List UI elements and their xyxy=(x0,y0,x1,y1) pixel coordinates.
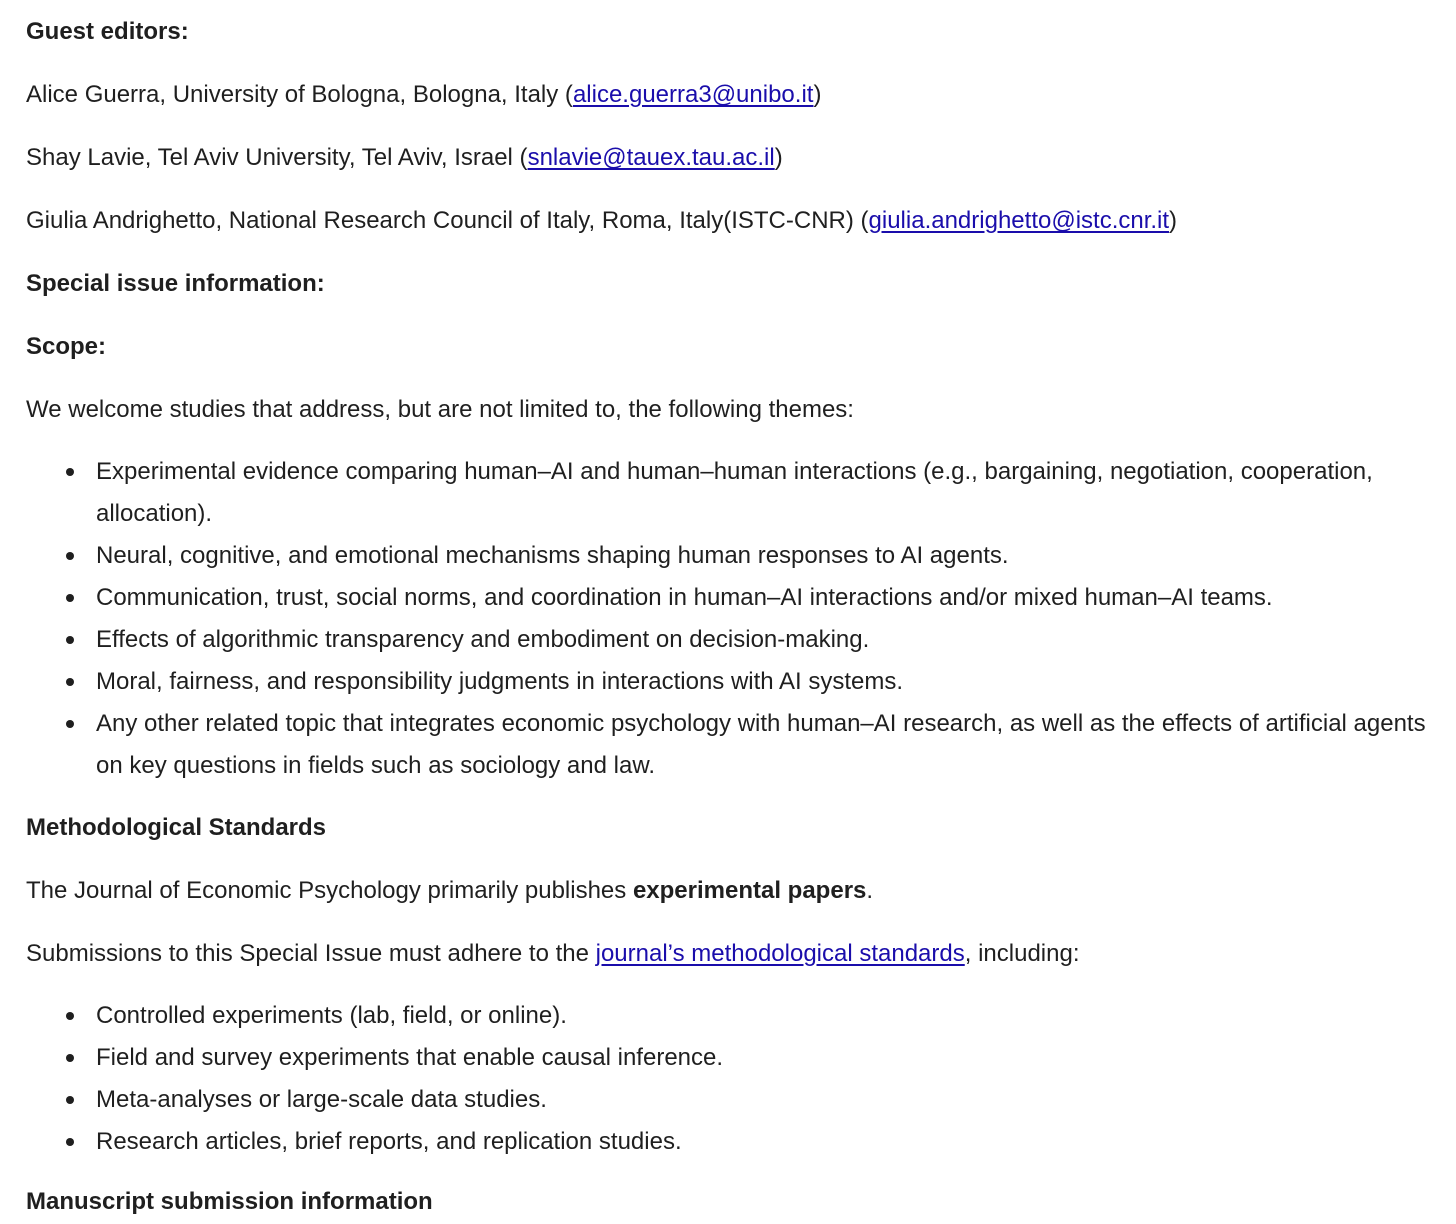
editor-close-paren: ) xyxy=(774,144,783,171)
list-item xyxy=(96,703,1436,787)
guest-editors-heading: Guest editors: xyxy=(26,18,189,45)
editor-email-link[interactable]: giulia.andrighetto@istc.cnr.it xyxy=(868,207,1170,234)
list-item-text: Communication, trust, social norms, and coordination in human–AI interactions and/or mixed human–AI teams. xyxy=(96,584,1273,611)
methodology-heading: Methodological Standards xyxy=(26,814,327,841)
bullet-icon xyxy=(66,468,74,476)
list-item-text: Controlled experiments (lab, field, or online). xyxy=(96,1002,567,1029)
editor-text: Giulia Andrighetto, National Research Council of Italy, Roma, Italy(ISTC-CNR) ( xyxy=(26,207,869,234)
editor-text: Shay Lavie, Tel Aviv University, Tel Aviv, Israel ( xyxy=(26,144,528,171)
scope-intro: We welcome studies that address, but are not limited to, the following themes: xyxy=(26,396,854,423)
editor-close-paren: ) xyxy=(1169,207,1178,234)
list-item xyxy=(96,535,1436,577)
list-item xyxy=(96,1037,1436,1079)
document-body xyxy=(26,10,1436,1163)
paragraph-text: The Journal of Economic Psychology primarily publishes xyxy=(26,877,633,904)
themes-list xyxy=(26,451,1436,787)
list-item xyxy=(96,1079,1436,1121)
methodology-paragraph-2 xyxy=(26,932,1436,976)
editor-text: Alice Guerra, University of Bologna, Bologna, Italy ( xyxy=(26,81,573,108)
bullet-icon xyxy=(66,1012,74,1020)
list-item-text: Neural, cognitive, and emotional mechanisms shaping human responses to AI agents. xyxy=(96,542,1009,569)
list-item xyxy=(96,619,1436,661)
list-item-text: Meta-analyses or large-scale data studies. xyxy=(96,1086,547,1113)
bullet-icon xyxy=(66,1054,74,1062)
list-item xyxy=(96,577,1436,619)
methodology-paragraph-1 xyxy=(26,869,1436,913)
list-item xyxy=(96,661,1436,703)
list-item xyxy=(96,451,1436,535)
paragraph-text: Submissions to this Special Issue must adhere to the xyxy=(26,940,596,967)
editor-email-link[interactable]: alice.guerra3@unibo.it xyxy=(572,81,814,108)
list-item-text: Research articles, brief reports, and replication studies. xyxy=(96,1128,682,1155)
methodological-standards-link[interactable]: journal’s methodological standards xyxy=(595,940,965,967)
bullet-icon xyxy=(66,720,74,728)
list-item xyxy=(96,1121,1436,1163)
bullet-icon xyxy=(66,678,74,686)
list-item-text: Field and survey experiments that enable causal inference. xyxy=(96,1044,724,1071)
paragraph-text: , including: xyxy=(964,940,1080,967)
list-item-text: Moral, fairness, and responsibility judgments in interactions with AI systems. xyxy=(96,668,904,695)
list-item-text: Effects of algorithmic transparency and embodiment on decision-making. xyxy=(96,626,870,653)
bullet-icon xyxy=(66,552,74,560)
editor-line-2 xyxy=(26,136,1436,180)
emphasis-text: experimental papers xyxy=(632,877,867,904)
list-item-text: Any other related topic that integrates economic psychology with human–AI research, as well as the effects of artificial agents on key questions in fields such as sociology and law. xyxy=(96,710,1426,779)
scope-heading: Scope: xyxy=(26,333,107,360)
special-issue-heading: Special issue information: xyxy=(26,270,325,297)
editor-line-1 xyxy=(26,73,1436,117)
bullet-icon xyxy=(66,1096,74,1104)
editor-line-3 xyxy=(26,199,1436,243)
paragraph-text: . xyxy=(866,877,874,904)
editor-close-paren: ) xyxy=(813,81,822,108)
editor-email-link[interactable]: snlavie@tauex.tau.ac.il xyxy=(527,144,775,171)
bullet-icon xyxy=(66,594,74,602)
methodology-list xyxy=(26,995,1436,1163)
next-section-heading: Manuscript submission information xyxy=(26,1188,433,1215)
bullet-icon xyxy=(66,1138,74,1146)
list-item xyxy=(96,995,1436,1037)
list-item-text: Experimental evidence comparing human–AI and human–human interactions (e.g., bargaining, negotiation, cooperation, allocation). xyxy=(96,458,1373,527)
bullet-icon xyxy=(66,636,74,644)
